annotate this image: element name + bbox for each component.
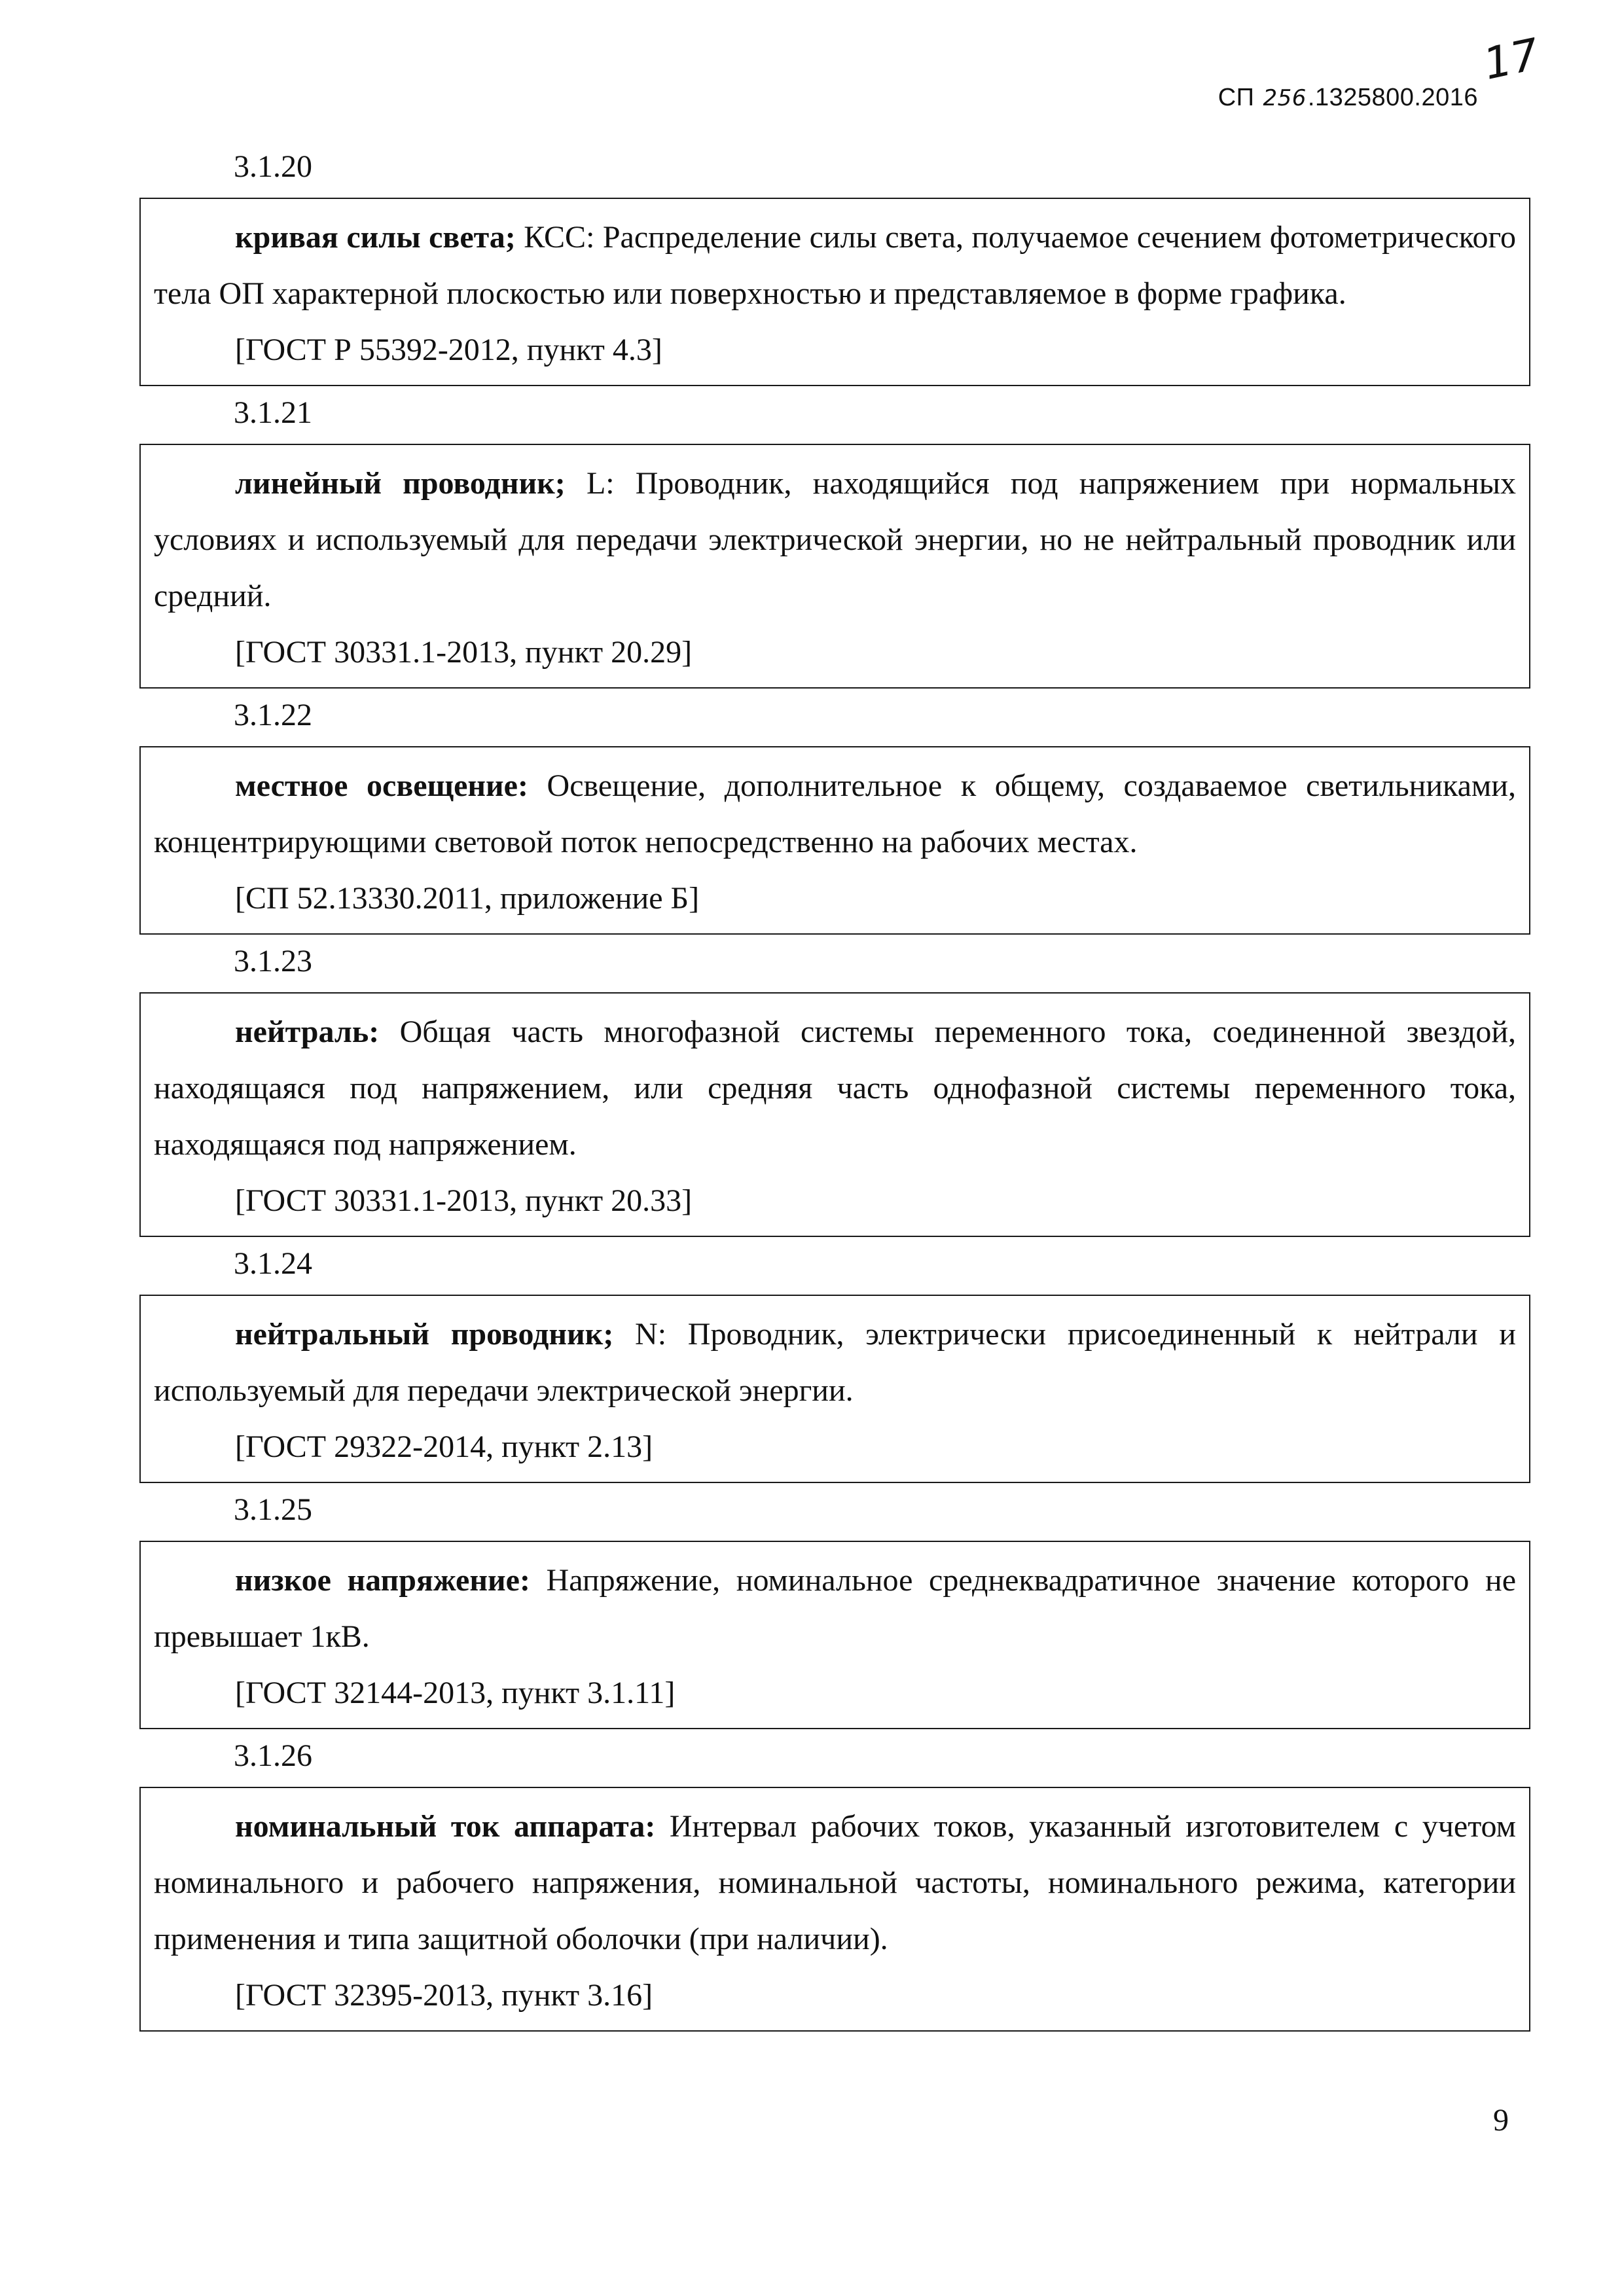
- entry-number: 3.1.26: [234, 1738, 312, 1773]
- entry-number: 3.1.23: [234, 944, 312, 978]
- handwritten-document-number: 256: [1263, 85, 1307, 111]
- handwritten-page-number: 17: [1479, 29, 1543, 90]
- term: местное освещение:: [235, 768, 528, 803]
- definition-entry: [139, 1486, 1530, 1729]
- definition-box: [139, 992, 1530, 1237]
- document-code-prefix: СП: [1218, 84, 1262, 111]
- definition-text: [154, 456, 1516, 624]
- definition-text: [154, 1004, 1516, 1173]
- definition: L: Проводник, находящийся под напряжением при нормальных условиях и используемый для передачи электрической энергии, но не нейтральный проводник или средний.: [154, 466, 1516, 613]
- definition-box: [139, 198, 1530, 386]
- definition: КСС: Распределение силы света, получаемое сечением фотометрического тела ОП характерной плоскостью или поверхностью и представляемое в форме графика.: [154, 220, 1516, 311]
- definition-text: [154, 758, 1516, 870]
- reference: [ГОСТ 32144-2013, пункт 3.1.11]: [235, 1676, 676, 1710]
- term: кривая силы света;: [235, 220, 516, 255]
- reference: [ГОСТ 32395-2013, пункт 3.16]: [235, 1978, 653, 2013]
- definition-box: [139, 1541, 1530, 1729]
- entry-number: 3.1.21: [234, 395, 312, 430]
- definition-text: [154, 1799, 1516, 1967]
- reference: [ГОСТ 30331.1-2013, пункт 20.33]: [235, 1183, 693, 1218]
- reference: [ГОСТ 29322-2014, пункт 2.13]: [235, 1429, 653, 1464]
- definition-entry: [139, 691, 1530, 935]
- definition-entry: [139, 143, 1530, 386]
- definition-box: [139, 444, 1530, 689]
- reference: [ГОСТ Р 55392-2012, пункт 4.3]: [235, 332, 662, 367]
- definition-box: [139, 1787, 1530, 2032]
- definition-entry: [139, 1732, 1530, 2032]
- definitions-list: [139, 143, 1530, 2034]
- definition-box: [139, 1295, 1530, 1483]
- term: номинальный ток аппарата:: [235, 1809, 656, 1844]
- definition-entry: [139, 389, 1530, 689]
- definition: Интервал рабочих токов, указанный изготовителем с учетом номинального и рабочего напряжения, номинальной частоты, номинального режима, категории применения и типа защитной оболочки (при наличии).: [154, 1809, 1517, 1956]
- entry-number: 3.1.22: [234, 698, 312, 732]
- definition: N: Проводник, электрически присоединенный к нейтрали и используемый для передачи электрической энергии.: [154, 1317, 1516, 1408]
- definition-entry: [139, 937, 1530, 1237]
- definition-text: [154, 1306, 1516, 1419]
- definition-text: [154, 1552, 1516, 1665]
- term: нейтраль:: [235, 1014, 380, 1049]
- definition-text: [154, 209, 1516, 322]
- term: линейный проводник;: [235, 466, 566, 501]
- term: низкое напряжение:: [235, 1563, 530, 1598]
- definition-box: [139, 746, 1530, 935]
- definition: Напряжение, номинальное среднеквадратичное значение которого не превышает 1кВ.: [154, 1563, 1516, 1654]
- definition: Общая часть многофазной системы переменного тока, соединенной звездой, находящаяся под напряжением, или средняя часть однофазной системы переменного тока, находящаяся под напряжением.: [154, 1014, 1516, 1162]
- entry-number: 3.1.20: [234, 149, 312, 184]
- page-number: 9: [1493, 2103, 1509, 2138]
- entry-number: 3.1.25: [234, 1492, 312, 1527]
- document-code-suffix: .1325800.2016: [1307, 84, 1478, 111]
- reference: [СП 52.13330.2011, приложение Б]: [235, 881, 700, 916]
- document-code: [1218, 84, 1478, 112]
- definition-entry: [139, 1240, 1530, 1483]
- entry-number: 3.1.24: [234, 1246, 312, 1281]
- reference: [ГОСТ 30331.1-2013, пункт 20.29]: [235, 635, 693, 670]
- term: нейтральный проводник;: [235, 1317, 614, 1352]
- definition: Освещение, дополнительное к общему, создаваемое светильниками, концентрирующими световой поток непосредственно на рабочих местах.: [154, 768, 1516, 859]
